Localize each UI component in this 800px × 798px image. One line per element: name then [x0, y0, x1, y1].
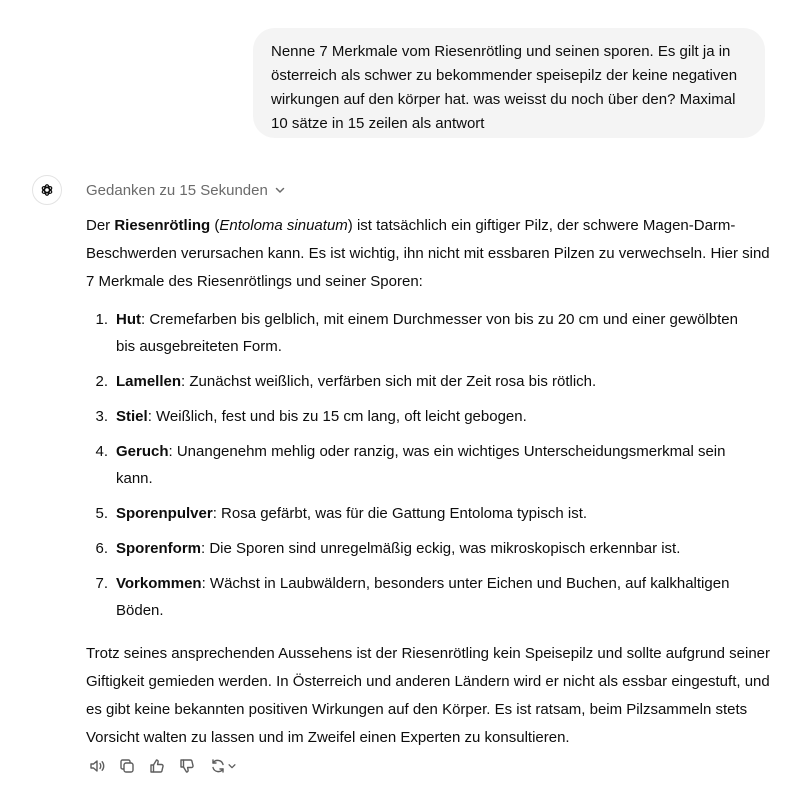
list-item [86, 570, 776, 624]
list-number: 2. [95, 373, 108, 390]
thumbs-down-icon [178, 757, 196, 775]
feature-term: Sporenform [116, 540, 202, 557]
chevron-down-icon [227, 761, 237, 771]
feature-text: : Weißlich, fest und bis zu 15 cm lang, oft leicht gebogen. [147, 408, 527, 425]
feature-text: : Zunächst weißlich, verfärben sich mit der Zeit rosa bis rötlich. [181, 373, 597, 390]
openai-logo-icon [32, 175, 62, 205]
thoughts-toggle[interactable] [86, 178, 286, 202]
thumbs-down-button[interactable] [176, 755, 198, 777]
feature-text: : Rosa gefärbt, was für die Gattung Entoloma typisch ist. [212, 505, 588, 522]
features-list [86, 306, 776, 624]
list-item [86, 438, 776, 492]
feature-term: Vorkommen [116, 575, 202, 592]
thumbs-up-icon [148, 757, 166, 775]
list-item [86, 368, 776, 395]
copy-button[interactable] [116, 755, 138, 777]
list-number: 5. [95, 505, 108, 522]
feature-term: Stiel [116, 408, 148, 425]
answer-closing: Trotz seines ansprechenden Aussehens ist der Riesenrötling kein Speisepilz und sollte aufgrund seiner Giftigkeit gemieden werden. In Österreich und anderen Ländern wird er nicht als essbar eingestuft, und es gibt keine bekannten positiven Wirkungen auf den Körper. Es ist ratsam, beim Pilzsammeln stets Vorsicht walten zu lassen und im Zweifel einen Experten zu konsultieren. [86, 645, 771, 746]
read-aloud-icon [88, 757, 106, 775]
feature-text: : Die Sporen sind unregelmäßig eckig, was mikroskopisch erkennbar ist. [201, 540, 681, 557]
feature-text: : Wächst in Laubwäldern, besonders unter Eichen und Buchen, auf kalkhaltigen Böden. [116, 575, 730, 619]
thumbs-up-button[interactable] [146, 755, 168, 777]
intro-prefix: Der [86, 217, 115, 234]
feature-term: Hut [116, 311, 141, 328]
copy-icon [118, 757, 136, 775]
list-number: 7. [95, 575, 108, 592]
list-item [86, 500, 776, 527]
list-number: 1. [95, 311, 108, 328]
regenerate-button[interactable] [206, 755, 240, 777]
user-message-text: Nenne 7 Merkmale vom Riesenrötling und seinen sporen. Es gilt ja in österreich als schwer zu bekommender speisepilz der keine negativen wirkungen auf den körper hat. was weisst du noch über den? Maximal 10 sätze in 15 zeilen als antwort [271, 43, 738, 132]
intro-latin-name: Entoloma sinuatum [219, 217, 348, 234]
feature-text: : Cremefarben bis gelblich, mit einem Durchmesser von bis zu 20 cm und einer gewölbten bis ausgebreiteten Form. [116, 311, 738, 355]
intro-mushroom-name: Riesenrötling [114, 217, 211, 234]
intro-rest: ) ist tatsächlich ein giftiger Pilz, der schwere Magen-Darm-Beschwerden verursachen kann. Es ist wichtig, ihn nicht mit essbaren Pilzen zu verwechseln. Hier sind 7 Merkmale des Riesenrötlings und seiner Sporen: [86, 217, 770, 290]
list-number: 3. [95, 408, 108, 425]
feature-term: Geruch [116, 443, 169, 460]
read-aloud-button[interactable] [86, 755, 108, 777]
regenerate-icon [209, 757, 227, 775]
user-message-bubble [253, 28, 765, 138]
list-number: 4. [95, 443, 108, 460]
intro-paren: ( [210, 217, 220, 234]
chevron-down-icon [274, 184, 286, 196]
feature-term: Sporenpulver [116, 505, 213, 522]
list-item [86, 535, 776, 562]
answer-intro [86, 212, 776, 296]
feature-text: : Unangenehm mehlig oder ranzig, was ein wichtiges Unterscheidungsmerkmal sein kann. [116, 443, 726, 487]
list-number: 6. [95, 540, 108, 557]
assistant-answer [86, 212, 776, 752]
thoughts-label: Gedanken zu 15 Sekunden [86, 181, 268, 199]
list-item [86, 306, 776, 360]
list-item [86, 403, 776, 430]
message-actions [86, 755, 240, 777]
feature-term: Lamellen [116, 373, 182, 390]
